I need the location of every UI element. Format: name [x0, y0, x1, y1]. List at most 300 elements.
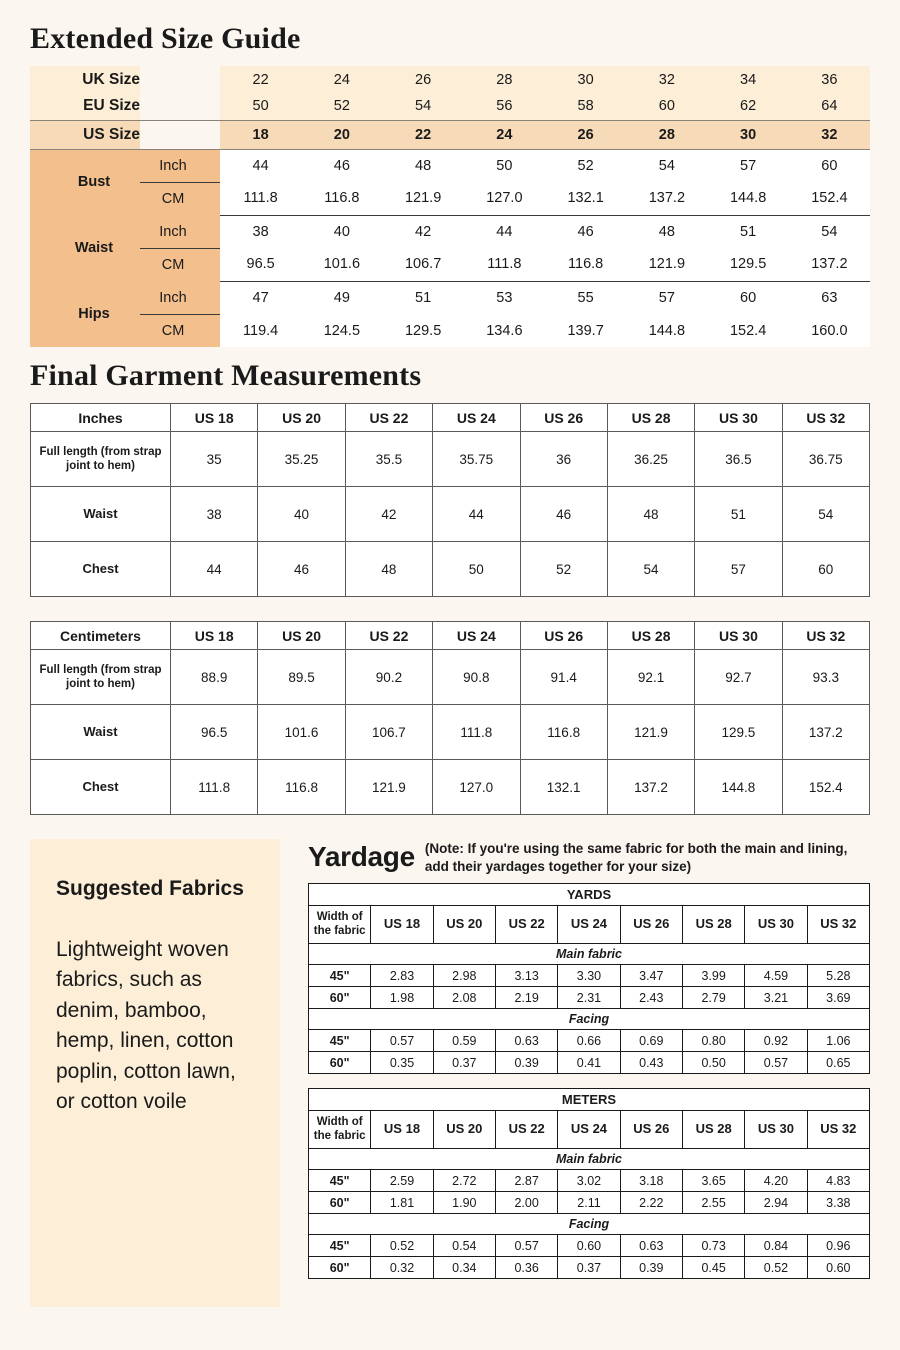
garment-value: 51: [695, 487, 782, 542]
yardage-value: 3.18: [620, 1170, 682, 1192]
measurement-value: 46: [301, 149, 382, 182]
measurement-label-waist: Waist: [30, 215, 140, 281]
size-guide-value: 64: [789, 93, 870, 120]
garment-size-header: US 32: [782, 404, 869, 432]
yardage-value: 0.57: [495, 1235, 557, 1257]
yardage-value: 0.92: [745, 1030, 807, 1052]
garment-corner-cm: Centimeters: [31, 622, 171, 650]
measurement-value: 127.0: [464, 182, 545, 215]
measurement-value: 40: [301, 215, 382, 248]
measurement-value: 116.8: [545, 248, 626, 281]
yardage-size-header: US 20: [433, 1111, 495, 1149]
yardage-value: 3.38: [807, 1192, 869, 1214]
measurement-value: 96.5: [220, 248, 301, 281]
measurement-row-hips-cm: [30, 314, 870, 347]
garment-value: 54: [782, 487, 869, 542]
garment-value: 54: [607, 542, 694, 597]
yardage-row-facing: [309, 1257, 870, 1279]
garment-value: 144.8: [695, 760, 782, 815]
garment-value: 35: [171, 432, 258, 487]
yardage-value: 3.69: [807, 987, 869, 1009]
garment-value: 50: [433, 542, 520, 597]
size-guide-value: 20: [301, 120, 382, 149]
garment-row-label: Waist: [31, 487, 171, 542]
size-guide-value: 60: [626, 93, 707, 120]
yardage-note: (Note: If you're using the same fabric for both the main and lining, add their yardages together for your size): [424, 841, 848, 874]
garment-value: 36.25: [607, 432, 694, 487]
measurement-value: 54: [626, 149, 707, 182]
garment-size-header: US 32: [782, 622, 869, 650]
size-guide-value: 18: [220, 120, 301, 149]
garment-value: 48: [607, 487, 694, 542]
yardage-value: 0.36: [495, 1257, 557, 1279]
measurement-value: 42: [383, 215, 464, 248]
measurement-value: 48: [626, 215, 707, 248]
size-guide-value: 54: [383, 93, 464, 120]
measurement-value: 60: [789, 149, 870, 182]
garment-value: 116.8: [258, 760, 345, 815]
yardage-value: 1.90: [433, 1192, 495, 1214]
size-guide-value: 52: [301, 93, 382, 120]
garment-size-header: US 30: [695, 404, 782, 432]
measurement-value: 121.9: [626, 248, 707, 281]
yardage-value: 4.83: [807, 1170, 869, 1192]
yardage-value: 0.60: [558, 1235, 620, 1257]
size-guide-value: 62: [708, 93, 789, 120]
yardage-header-row-yards: [309, 906, 870, 944]
yardage-fabric-width: 45": [309, 1235, 371, 1257]
yardage-value: 0.65: [807, 1052, 869, 1074]
yardage-value: 0.37: [433, 1052, 495, 1074]
size-guide-value: 32: [789, 120, 870, 149]
garment-value: 93.3: [782, 650, 869, 705]
yardage-size-header: US 22: [495, 1111, 557, 1149]
garment-value: 92.7: [695, 650, 782, 705]
measurement-value: 121.9: [383, 182, 464, 215]
yardage-value: 0.69: [620, 1030, 682, 1052]
measurement-value: 129.5: [383, 314, 464, 347]
measurement-value: 54: [789, 215, 870, 248]
yardage-row-facing: [309, 1052, 870, 1074]
garment-row: [31, 542, 870, 597]
yardage-yards-table: [308, 883, 870, 1074]
size-guide-value: 26: [545, 120, 626, 149]
yardage-value: 2.83: [371, 965, 433, 987]
yardage-value: 2.94: [745, 1192, 807, 1214]
yardage-subband-label: Facing: [309, 1009, 870, 1030]
yardage-width-label: Width of the fabric: [309, 906, 371, 944]
size-guide-value: 56: [464, 93, 545, 120]
measurement-unit-inch: Inch: [140, 281, 220, 314]
suggested-fabrics-panel: [30, 839, 280, 1307]
measurement-value: 152.4: [789, 182, 870, 215]
garment-row-label: Waist: [31, 705, 171, 760]
measurement-label-hips: Hips: [30, 281, 140, 347]
garment-size-header: US 18: [171, 404, 258, 432]
size-guide-value: 32: [626, 66, 707, 93]
size-guide-value: 28: [626, 120, 707, 149]
garment-size-header: US 20: [258, 622, 345, 650]
yardage-value: 0.63: [620, 1235, 682, 1257]
size-guide-label-us: US Size: [30, 120, 140, 149]
measurement-unit-cm: CM: [140, 182, 220, 215]
measurement-value: 55: [545, 281, 626, 314]
garment-size-header: US 22: [345, 622, 432, 650]
size-guide-spacer-eu: [140, 93, 220, 120]
measurement-value: 46: [545, 215, 626, 248]
measurement-value: 48: [383, 149, 464, 182]
yardage-value: 0.50: [682, 1052, 744, 1074]
garment-size-header: US 24: [433, 404, 520, 432]
size-guide-value: 50: [220, 93, 301, 120]
size-guide-row-us: [30, 120, 870, 149]
yardage-value: 0.54: [433, 1235, 495, 1257]
garment-value: 90.8: [433, 650, 520, 705]
measurement-value: 139.7: [545, 314, 626, 347]
garment-size-header: US 28: [607, 622, 694, 650]
size-guide-value: 26: [383, 66, 464, 93]
yardage-fabric-width: 60": [309, 987, 371, 1009]
measurement-value: 116.8: [301, 182, 382, 215]
yardage-column: [280, 839, 870, 1307]
yardage-subband-label: Main fabric: [309, 1149, 870, 1170]
yardage-value: 2.00: [495, 1192, 557, 1214]
size-guide-spacer-us: [140, 120, 220, 149]
yardage-value: 0.84: [745, 1235, 807, 1257]
size-guide-value: 28: [464, 66, 545, 93]
garment-value: 92.1: [607, 650, 694, 705]
measurement-value: 50: [464, 149, 545, 182]
garment-value: 132.1: [520, 760, 607, 815]
yardage-value: 0.43: [620, 1052, 682, 1074]
yardage-value: 0.32: [371, 1257, 433, 1279]
garment-corner-inches: Inches: [31, 404, 171, 432]
measurement-value: 132.1: [545, 182, 626, 215]
measurement-row-waist-inch: [30, 215, 870, 248]
garment-value: 121.9: [607, 705, 694, 760]
yardage-band-label: METERS: [309, 1089, 870, 1111]
measurement-value: 137.2: [789, 248, 870, 281]
yardage-size-header: US 20: [433, 906, 495, 944]
measurement-value: 63: [789, 281, 870, 314]
yardage-value: 2.19: [495, 987, 557, 1009]
measurement-value: 53: [464, 281, 545, 314]
yardage-value: 1.06: [807, 1030, 869, 1052]
garment-value: 127.0: [433, 760, 520, 815]
garment-size-header: US 28: [607, 404, 694, 432]
measurement-value: 51: [708, 215, 789, 248]
garment-value: 88.9: [171, 650, 258, 705]
yardage-value: 0.45: [682, 1257, 744, 1279]
yardage-value: 0.63: [495, 1030, 557, 1052]
yardage-value: 0.57: [745, 1052, 807, 1074]
measurement-value: 152.4: [708, 314, 789, 347]
yardage-subband-facing-yards: [309, 1009, 870, 1030]
garment-value: 35.25: [258, 432, 345, 487]
yardage-header: [308, 839, 870, 875]
garment-value: 46: [258, 542, 345, 597]
measurement-value: 106.7: [383, 248, 464, 281]
yardage-value: 0.59: [433, 1030, 495, 1052]
measurement-value: 101.6: [301, 248, 382, 281]
yardage-size-header: US 18: [371, 906, 433, 944]
yardage-value: 0.52: [371, 1235, 433, 1257]
size-guide-spacer-uk: [140, 66, 220, 93]
garment-value: 36.75: [782, 432, 869, 487]
yardage-value: 0.39: [495, 1052, 557, 1074]
yardage-value: 0.39: [620, 1257, 682, 1279]
yardage-value: 0.41: [558, 1052, 620, 1074]
garment-value: 44: [171, 542, 258, 597]
garment-cm-table-wrap: [30, 621, 870, 815]
measurement-unit-inch: Inch: [140, 149, 220, 182]
garment-value: 129.5: [695, 705, 782, 760]
yardage-band-label: YARDS: [309, 884, 870, 906]
yardage-value: 3.13: [495, 965, 557, 987]
size-guide-label-uk: UK Size: [30, 66, 140, 93]
yardage-row-facing: [309, 1030, 870, 1052]
yardage-value: 2.55: [682, 1192, 744, 1214]
garment-value: 52: [520, 542, 607, 597]
yardage-title: Yardage: [308, 841, 415, 872]
garment-value: 90.2: [345, 650, 432, 705]
garment-value: 60: [782, 542, 869, 597]
yardage-value: 2.22: [620, 1192, 682, 1214]
garment-value: 137.2: [607, 760, 694, 815]
yardage-size-header: US 18: [371, 1111, 433, 1149]
measurement-value: 44: [464, 215, 545, 248]
garment-row-label: Chest: [31, 760, 171, 815]
yardage-subband-label: Main fabric: [309, 944, 870, 965]
garment-row: [31, 650, 870, 705]
garment-size-header: US 26: [520, 622, 607, 650]
yardage-width-label: Width of the fabric: [309, 1111, 371, 1149]
yardage-size-header: US 24: [558, 906, 620, 944]
garment-row-label: Full length (from strap joint to hem): [31, 650, 171, 705]
garment-size-header: US 18: [171, 622, 258, 650]
garment-value: 106.7: [345, 705, 432, 760]
yardage-value: 2.31: [558, 987, 620, 1009]
yardage-value: 0.60: [807, 1257, 869, 1279]
yardage-value: 4.20: [745, 1170, 807, 1192]
yardage-value: 3.02: [558, 1170, 620, 1192]
garment-measurements-centimeters-table: [30, 621, 870, 815]
size-guide-value: 58: [545, 93, 626, 120]
suggested-fabrics-heading: Suggested Fabrics: [56, 877, 244, 900]
yardage-fabric-width: 60": [309, 1052, 371, 1074]
measurement-row-bust-inch: [30, 149, 870, 182]
measurement-value: 47: [220, 281, 301, 314]
yardage-subband-main-fabric-meters: [309, 1149, 870, 1170]
garment-value: 116.8: [520, 705, 607, 760]
garment-row: [31, 487, 870, 542]
yardage-value: 2.59: [371, 1170, 433, 1192]
yardage-value: 2.72: [433, 1170, 495, 1192]
page-title-final-garment-measurements: Final Garment Measurements: [30, 359, 422, 392]
measurement-row-bust-cm: [30, 182, 870, 215]
yardage-row-main-fabric: [309, 965, 870, 987]
garment-value: 48: [345, 542, 432, 597]
garment-size-header: US 24: [433, 622, 520, 650]
yardage-row-main-fabric: [309, 1192, 870, 1214]
garment-value: 101.6: [258, 705, 345, 760]
yardage-size-header: US 26: [620, 906, 682, 944]
yardage-value: 3.65: [682, 1170, 744, 1192]
garment-row: [31, 432, 870, 487]
measurement-value: 144.8: [708, 182, 789, 215]
measurement-value: 38: [220, 215, 301, 248]
measurement-value: 129.5: [708, 248, 789, 281]
yardage-row-main-fabric: [309, 987, 870, 1009]
garment-value: 91.4: [520, 650, 607, 705]
yardage-band-yards: [309, 884, 870, 906]
suggested-fabrics-body: Lightweight woven fabrics, such as denim, bamboo, hemp, linen, cotton poplin, cotton lawn, or cotton voile: [56, 938, 236, 1114]
yardage-meters-wrap: [308, 1088, 870, 1279]
yardage-value: 2.08: [433, 987, 495, 1009]
measurement-value: 111.8: [464, 248, 545, 281]
garment-size-header: US 30: [695, 622, 782, 650]
measurement-row-hips-inch: [30, 281, 870, 314]
yardage-value: 3.21: [745, 987, 807, 1009]
garment-size-header: US 22: [345, 404, 432, 432]
measurement-label-bust: Bust: [30, 149, 140, 215]
size-guide-row-uk: [30, 66, 870, 93]
lower-section: [30, 839, 870, 1307]
garment-inches-table-wrap: [30, 403, 870, 597]
garment-row: [31, 760, 870, 815]
garment-value: 96.5: [171, 705, 258, 760]
yardage-subband-main-fabric-yards: [309, 944, 870, 965]
garment-header-row-cm: [31, 622, 870, 650]
measurement-value: 44: [220, 149, 301, 182]
measurement-unit-inch: Inch: [140, 215, 220, 248]
yardage-fabric-width: 45": [309, 1170, 371, 1192]
garment-size-header: US 26: [520, 404, 607, 432]
measurement-value: 51: [383, 281, 464, 314]
garment-value: 152.4: [782, 760, 869, 815]
yardage-value: 0.37: [558, 1257, 620, 1279]
yardage-size-header: US 32: [807, 906, 869, 944]
yardage-value: 0.57: [371, 1030, 433, 1052]
yardage-value: 0.35: [371, 1052, 433, 1074]
yardage-fabric-width: 60": [309, 1257, 371, 1279]
yardage-value: 4.59: [745, 965, 807, 987]
yardage-size-header: US 26: [620, 1111, 682, 1149]
yardage-value: 2.79: [682, 987, 744, 1009]
yardage-value: 5.28: [807, 965, 869, 987]
garment-measurements-inches-table: [30, 403, 870, 597]
yardage-subband-facing-meters: [309, 1214, 870, 1235]
yardage-band-meters: [309, 1089, 870, 1111]
yardage-value: 0.66: [558, 1030, 620, 1052]
garment-value: 44: [433, 487, 520, 542]
measurement-value: 60: [708, 281, 789, 314]
measurement-value: 111.8: [220, 182, 301, 215]
yardage-size-header: US 22: [495, 906, 557, 944]
yardage-row-facing: [309, 1235, 870, 1257]
garment-row-label: Chest: [31, 542, 171, 597]
size-guide-value: 24: [301, 66, 382, 93]
measurement-unit-cm: CM: [140, 248, 220, 281]
measurement-value: 144.8: [626, 314, 707, 347]
size-guide-row-eu: [30, 93, 870, 120]
yardage-value: 0.80: [682, 1030, 744, 1052]
size-guide-label-eu: EU Size: [30, 93, 140, 120]
yardage-value: 2.43: [620, 987, 682, 1009]
measurement-value: 57: [708, 149, 789, 182]
yardage-value: 0.52: [745, 1257, 807, 1279]
garment-row-label: Full length (from strap joint to hem): [31, 432, 171, 487]
yardage-size-header: US 30: [745, 1111, 807, 1149]
size-guide-value: 22: [383, 120, 464, 149]
garment-value: 40: [258, 487, 345, 542]
measurement-value: 134.6: [464, 314, 545, 347]
extended-size-guide-table: [30, 66, 870, 347]
measurement-value: 119.4: [220, 314, 301, 347]
yardage-header-row-meters: [309, 1111, 870, 1149]
page-title-extended-size-guide: Extended Size Guide: [30, 22, 301, 55]
yardage-value: 0.96: [807, 1235, 869, 1257]
garment-value: 111.8: [433, 705, 520, 760]
yardage-value: 3.99: [682, 965, 744, 987]
measurement-value: 137.2: [626, 182, 707, 215]
measurement-value: 57: [626, 281, 707, 314]
yardage-size-header: US 28: [682, 1111, 744, 1149]
garment-header-row-inches: [31, 404, 870, 432]
garment-value: 35.5: [345, 432, 432, 487]
yardage-fabric-width: 45": [309, 965, 371, 987]
yardage-size-header: US 24: [558, 1111, 620, 1149]
measurement-value: 124.5: [301, 314, 382, 347]
garment-value: 36: [520, 432, 607, 487]
measurement-value: 160.0: [789, 314, 870, 347]
measurement-value: 49: [301, 281, 382, 314]
yardage-subband-label: Facing: [309, 1214, 870, 1235]
size-guide-value: 30: [545, 66, 626, 93]
yardage-value: 1.98: [371, 987, 433, 1009]
garment-value: 57: [695, 542, 782, 597]
yardage-value: 3.30: [558, 965, 620, 987]
garment-value: 42: [345, 487, 432, 542]
garment-value: 46: [520, 487, 607, 542]
garment-value: 89.5: [258, 650, 345, 705]
yardage-value: 0.73: [682, 1235, 744, 1257]
yardage-size-header: US 30: [745, 906, 807, 944]
measurement-unit-cm: CM: [140, 314, 220, 347]
yardage-value: 3.47: [620, 965, 682, 987]
yardage-value: 0.34: [433, 1257, 495, 1279]
garment-value: 121.9: [345, 760, 432, 815]
size-guide-value: 34: [708, 66, 789, 93]
yardage-fabric-width: 45": [309, 1030, 371, 1052]
garment-value: 137.2: [782, 705, 869, 760]
yardage-value: 2.98: [433, 965, 495, 987]
yardage-size-header: US 32: [807, 1111, 869, 1149]
measurement-value: 52: [545, 149, 626, 182]
measurement-row-waist-cm: [30, 248, 870, 281]
yardage-meters-table: [308, 1088, 870, 1279]
size-guide-value: 30: [708, 120, 789, 149]
size-guide-value: 22: [220, 66, 301, 93]
garment-value: 38: [171, 487, 258, 542]
yardage-fabric-width: 60": [309, 1192, 371, 1214]
garment-value: 36.5: [695, 432, 782, 487]
size-guide-value: 24: [464, 120, 545, 149]
yardage-value: 2.87: [495, 1170, 557, 1192]
size-guide-value: 36: [789, 66, 870, 93]
yardage-value: 2.11: [558, 1192, 620, 1214]
yardage-value: 1.81: [371, 1192, 433, 1214]
